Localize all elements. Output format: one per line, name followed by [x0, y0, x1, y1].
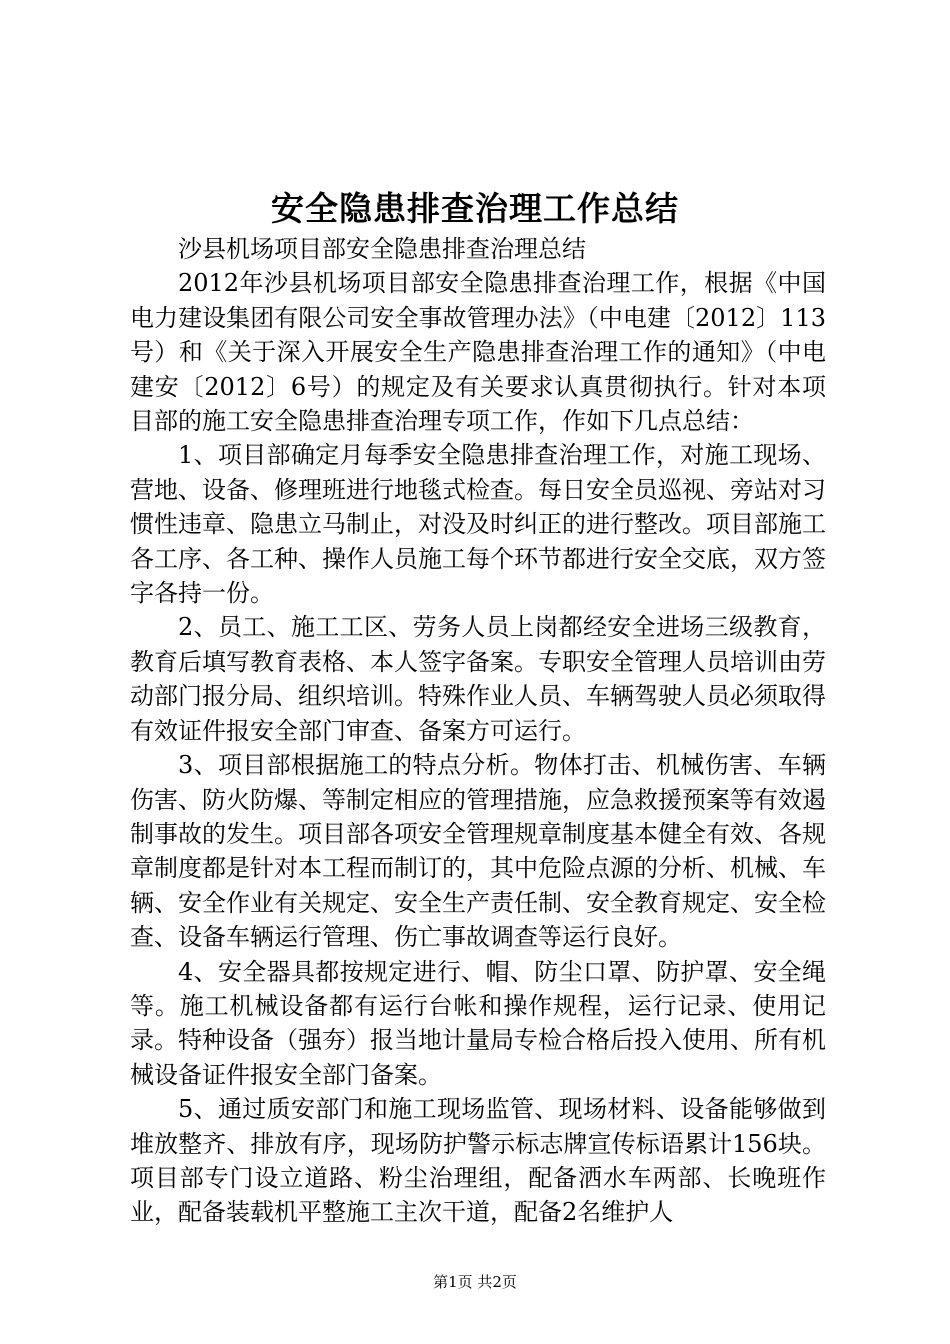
document-body: [130, 232, 826, 1230]
document-title: 安全隐患排查治理工作总结: [271, 189, 679, 228]
item-paragraph-2: 2、员工、施工工区、劳务人员上岗都经安全进场三级教育，教育后填写教育表格、本人签字备案。专职安全管理人员培训由劳动部门报分局、组织培训。特殊作业人员、车辆驾驶人员必须取得有效证件报安全部门审查、备案方可运行。: [130, 613, 826, 745]
item-paragraph-1: 1、项目部确定月每季安全隐患排查治理工作，对施工现场、营地、设备、修理班进行地毯式检查。每日安全员巡视、旁站对习惯性违章、隐患立马制止，对没及时纠正的进行整改。项目部施工各工序、各工种、操作人员施工每个环节都进行安全交底，双方签字各持一份。: [130, 441, 826, 608]
subtitle-paragraph: 沙县机场项目部安全隐患排查治理总结: [178, 235, 586, 263]
item-paragraph-3: 3、项目部根据施工的特点分析。物体打击、机械伤害、车辆伤害、防火防爆、等制定相应的管理措施，应急救援预案等有效遏制事故的发生。项目部各项安全管理规章制度基本健全有效、各规章制度都是针对本工程而制订的，其中危险点源的分析、机械、车辆、安全作业有关规定、安全生产责任制、安全教育规定、安全检查、设备车辆运行管理、伤亡事故调查等运行良好。: [130, 751, 826, 952]
intro-paragraph: 2012年沙县机场项目部安全隐患排查治理工作，根据《中国电力建设集团有限公司安全事故管理办法》（中电建〔2012〕113号）和《关于深入开展安全生产隐患排查治理工作的通知》（中电建安〔2012〕6号）的规定及有关要求认真贯彻执行。针对本项目部的施工安全隐患排查治理专项工作，作如下几点总结：: [130, 269, 826, 436]
item-paragraph-5: 5、通过质安部门和施工现场监管、现场材料、设备能够做到堆放整齐、排放有序，现场防护警示标志牌宣传标语累计156块。项目部专门设立道路、粉尘治理组，配备洒水车两部、长晚班作业，配备装载机平整施工主次干道，配备2名维护人: [130, 1095, 826, 1227]
page-number-footer: 第1页 共2页: [433, 1273, 517, 1291]
item-paragraph-4: 4、安全器具都按规定进行、帽、防尘口罩、防护罩、安全绳等。施工机械设备都有运行台帐和操作规程，运行记录、使用记录。特种设备（强夯）报当地计量局专检合格后投入使用、所有机械设备证件报安全部门备案。: [130, 957, 826, 1089]
